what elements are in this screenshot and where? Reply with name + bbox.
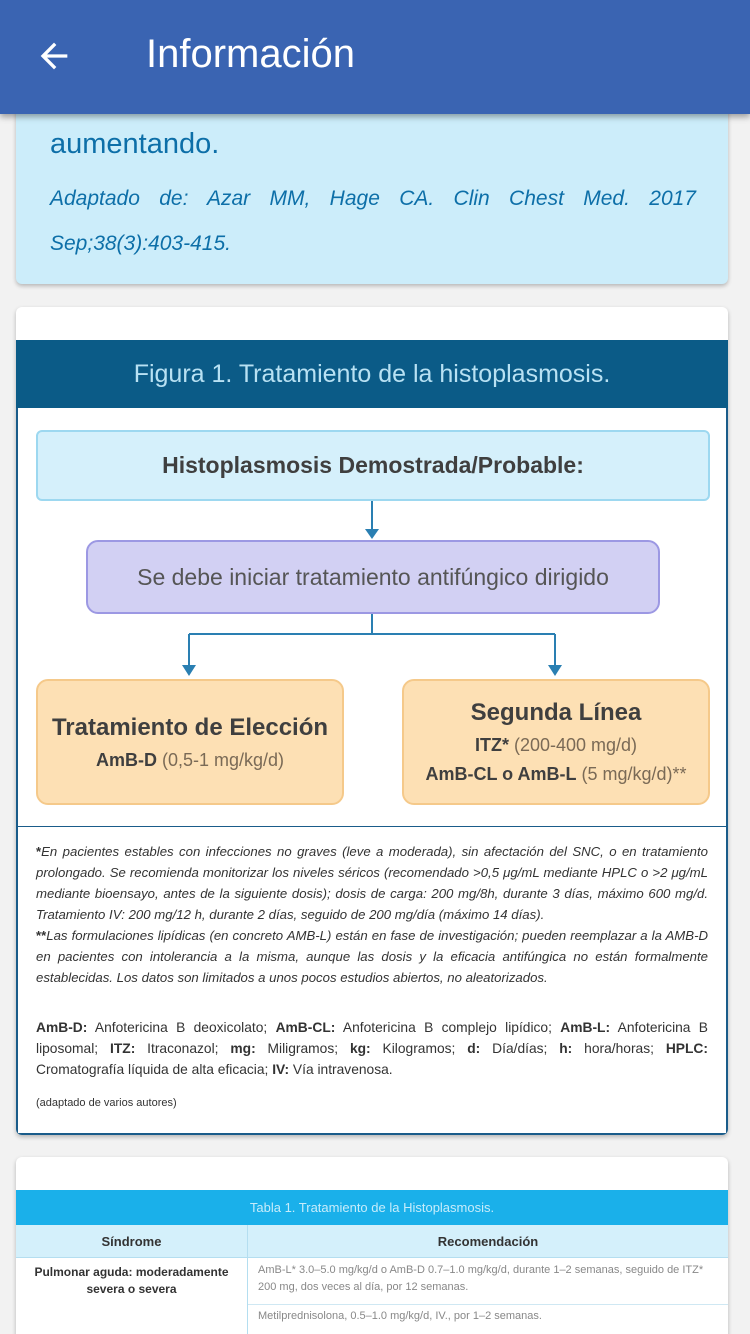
abbr-meaning: Día/días; <box>480 1041 560 1056</box>
abbr: d: <box>467 1041 481 1056</box>
recommendation-cell: Metilprednisolona, 0.5–1.0 mg/kg/d, IV., por 1–2 semanas. <box>258 1310 542 1322</box>
note-itz <box>36 841 708 925</box>
note-marker: ** <box>36 928 47 943</box>
note-lipid <box>36 925 708 988</box>
info-reference <box>50 176 696 266</box>
abbr-meaning: Itraconazol; <box>135 1041 231 1056</box>
second-line-title: Segunda Línea <box>470 699 642 726</box>
figure-notes <box>36 841 708 988</box>
first-choice-title: Tratamiento de Elección <box>51 713 329 741</box>
first-choice-box <box>36 679 344 805</box>
note-text: Las formulaciones lipídicas (en concreto AMB-L) están en fase de investigación; pueden reemplazar a la AMB-D en pacientes con intolerancia a la misma, aunque las dosis y la eficacia antifúngica no están formalmente establecidas. Los datos son limitados a unos pocos estudios abiertos, no aleatorizados. <box>36 928 708 985</box>
abbr: IV: <box>272 1062 290 1077</box>
drug-name: ITZ* <box>474 735 509 755</box>
column-header-syndrome: Síndrome <box>16 1225 248 1257</box>
note-marker: * <box>36 844 42 859</box>
cell-divider <box>248 1304 728 1305</box>
drug-name: AmB-D <box>95 749 157 770</box>
figure-header: Figura 1. Tratamiento de la histoplasmosis. <box>16 340 728 408</box>
drug-dose: (0,5-1 mg/kg/d) <box>161 749 285 770</box>
note-text: En pacientes estables con infecciones no graves (leve a moderada), sin afectación del SNC, o en tratamiento prolongado. Se recomienda monitorizar los niveles séricos (recomendado >0,5 μg/mL mediante HPLC o >2 μg/mL mediante bioensayo, antes de la siguiente dosis); dosis de carga: 200 mg/8h, durante 3 días, máximo 600 mg/d. Tratamiento IV: 200 mg/12 h, durante 2 días, seguido de 200 mg/día (máximo 14 días). <box>36 844 708 922</box>
abbr: ITZ: <box>110 1041 136 1056</box>
page-title: Información <box>146 32 355 76</box>
abbr-meaning: Kilogramos; <box>370 1041 468 1056</box>
second-line-drug-line <box>425 764 686 785</box>
second-line-box <box>402 679 710 805</box>
treatment-start-box: Se debe iniciar tratamiento antifúngico dirigido <box>86 540 660 614</box>
abbr-meaning: Cromatografía líquida de alta eficacia; <box>36 1062 273 1077</box>
abbr-meaning: hora/horas; <box>572 1041 666 1056</box>
drug-dose: (200-400 mg/d) <box>513 735 638 755</box>
second-line-drug-line <box>475 735 637 756</box>
back-button[interactable] <box>28 30 80 82</box>
abbr: HPLC: <box>665 1041 708 1056</box>
arrow-left-icon <box>34 36 74 76</box>
syndrome-cell: Pulmonar aguda: moderadamente severa o severa <box>16 1258 248 1334</box>
abbr-meaning: Miligramos; <box>255 1041 350 1056</box>
app-bar <box>0 0 750 114</box>
abbr: mg: <box>230 1041 256 1056</box>
abbr: AmB-CL: <box>275 1020 336 1035</box>
abbreviations <box>36 1017 708 1080</box>
drug-dose: (5 mg/kg/d)** <box>581 764 687 784</box>
info-text: aumentando. <box>50 128 220 160</box>
abbr: h: <box>559 1041 573 1056</box>
reference-line: Adaptado de: Azar MM, Hage CA. Clin Chest Med. 2017 <box>50 187 696 210</box>
table-title: Tabla 1. Tratamiento de la Histoplasmosis. <box>16 1190 728 1225</box>
figure-card <box>16 307 728 1135</box>
reference-line: Sep;38(3):403-415. <box>50 232 231 255</box>
table-header-row <box>16 1225 728 1258</box>
figure-source: (adaptado de varios autores) <box>36 1097 177 1109</box>
column-header-recommendation: Recomendación <box>437 1233 539 1249</box>
abbr-meaning: Anfotericina B deoxicolato; <box>87 1020 276 1035</box>
abbr: AmB-D: <box>36 1020 88 1035</box>
diagnosis-box: Histoplasmosis Demostrada/Probable: <box>36 430 710 501</box>
figure-divider <box>18 826 726 827</box>
first-choice-drug-line <box>96 750 284 771</box>
abbr-meaning: Vía intravenosa. <box>289 1062 393 1077</box>
recommendation-cell: AmB-L* 3.0–5.0 mg/kg/d o AmB-D 0.7–1.0 mg/kg/d, durante 1–2 semanas, seguido de ITZ* 200 mg, dos veces al día, por 12 semanas. <box>258 1264 704 1293</box>
abbr: kg: <box>349 1041 371 1056</box>
table-card <box>16 1157 728 1334</box>
table-row <box>16 1258 728 1334</box>
abbr-meaning: Anfotericina B complejo lipídico; <box>335 1020 561 1035</box>
drug-name: AmB-CL o AmB-L <box>425 764 577 784</box>
abbr: AmB-L: <box>560 1020 611 1035</box>
abbr-meaning: Anfotericina B liposomal; <box>36 1020 708 1056</box>
